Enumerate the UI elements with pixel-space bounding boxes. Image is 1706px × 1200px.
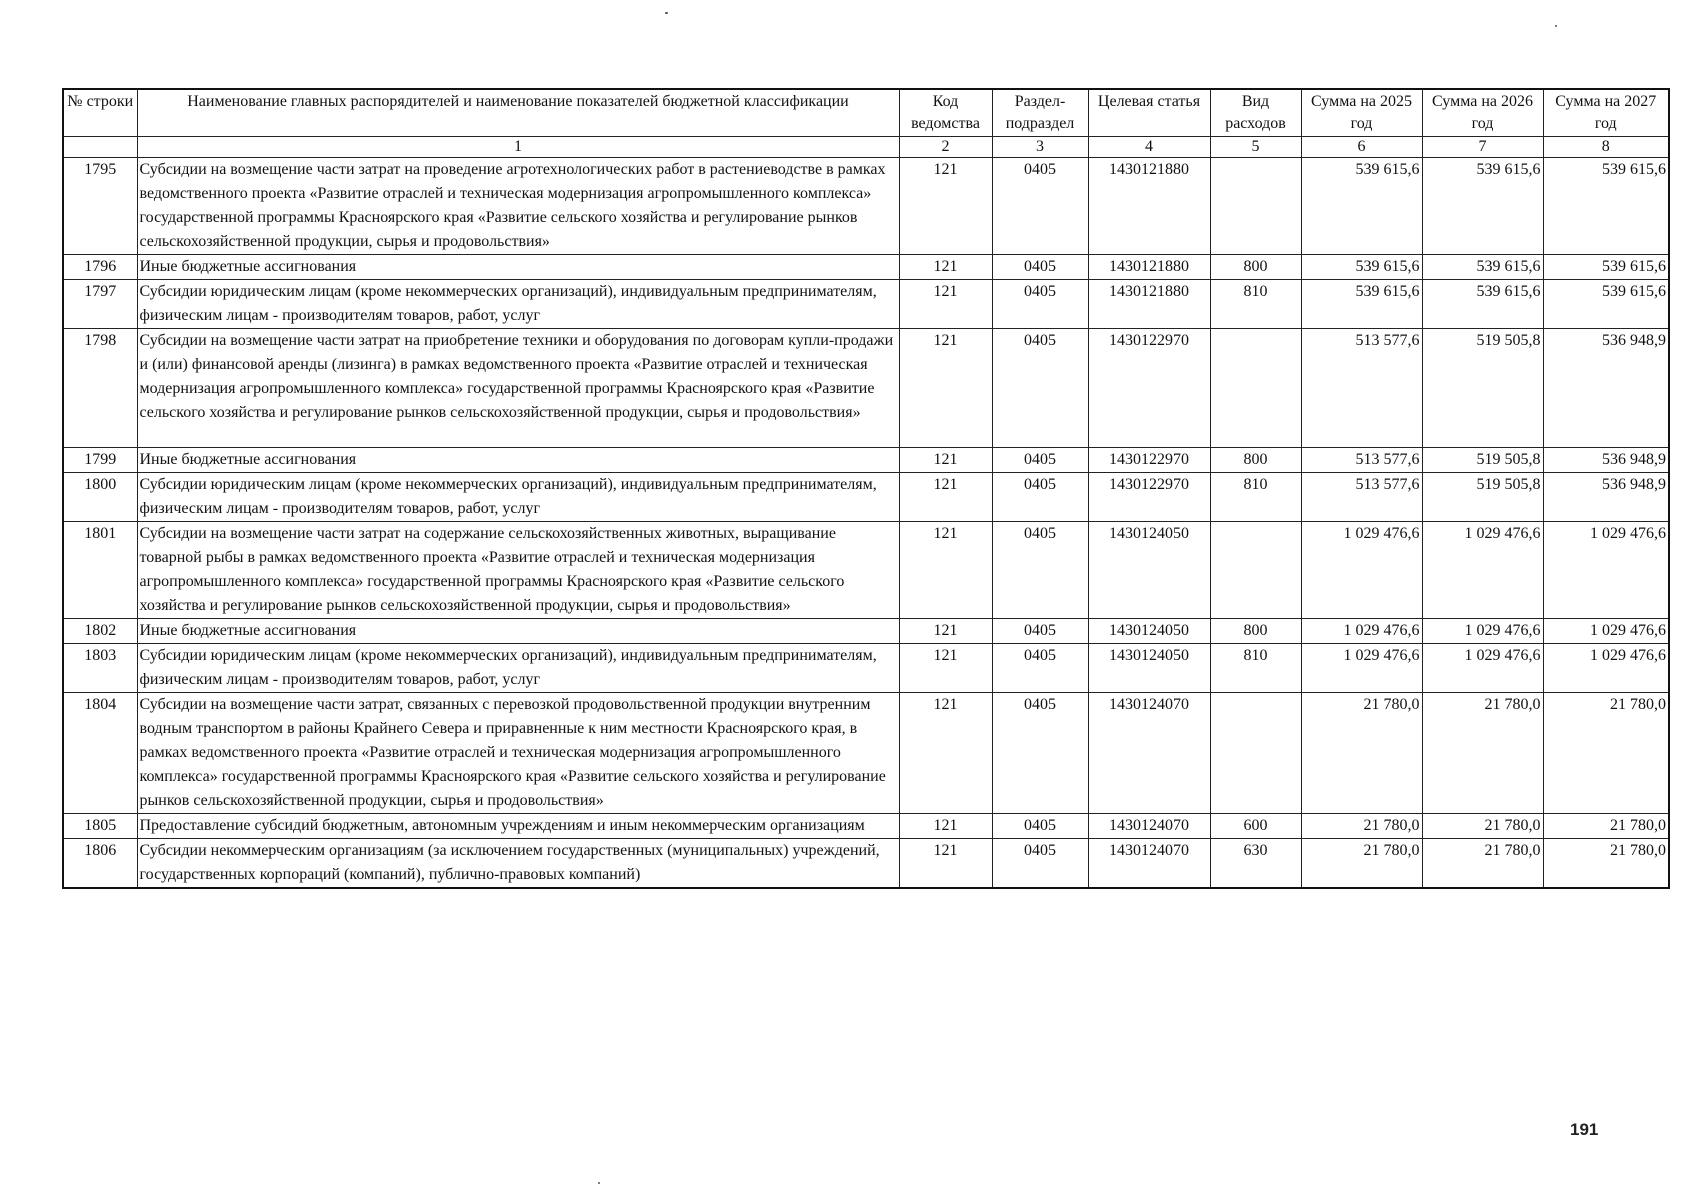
row-sum-2025: 539 615,6 bbox=[1301, 280, 1422, 329]
row-dept-code: 121 bbox=[899, 522, 992, 619]
table-row bbox=[63, 619, 1669, 644]
row-section: 0405 bbox=[992, 158, 1088, 255]
row-sum-2026: 539 615,6 bbox=[1422, 255, 1543, 280]
table-row bbox=[63, 329, 1669, 448]
row-sum-2025: 21 780,0 bbox=[1301, 814, 1422, 839]
row-sum-2027: 536 948,9 bbox=[1543, 473, 1669, 522]
page-number: 191 bbox=[1570, 1120, 1599, 1139]
row-number: 1796 bbox=[63, 255, 137, 280]
row-section: 0405 bbox=[992, 522, 1088, 619]
row-number: 1801 bbox=[63, 522, 137, 619]
column-number: 1 bbox=[137, 137, 899, 158]
row-name: Субсидии юридическим лицам (кроме некоммерческих организаций), индивидуальным предпринимателям, физическим лицам - производителям товаров, работ, услуг bbox=[137, 280, 899, 329]
row-section: 0405 bbox=[992, 693, 1088, 814]
row-sum-2025: 513 577,6 bbox=[1301, 473, 1422, 522]
row-sum-2027: 539 615,6 bbox=[1543, 255, 1669, 280]
row-sum-2026: 539 615,6 bbox=[1422, 158, 1543, 255]
row-number: 1805 bbox=[63, 814, 137, 839]
row-dept-code: 121 bbox=[899, 619, 992, 644]
row-number: 1803 bbox=[63, 644, 137, 693]
row-sum-2027: 21 780,0 bbox=[1543, 693, 1669, 814]
row-sum-2026: 1 029 476,6 bbox=[1422, 522, 1543, 619]
row-target: 1430124070 bbox=[1088, 693, 1210, 814]
row-sum-2025: 539 615,6 bbox=[1301, 255, 1422, 280]
table-row bbox=[63, 693, 1669, 814]
row-sum-2027: 1 029 476,6 bbox=[1543, 619, 1669, 644]
row-dept-code: 121 bbox=[899, 693, 992, 814]
row-sum-2025: 513 577,6 bbox=[1301, 329, 1422, 448]
row-sum-2026: 1 029 476,6 bbox=[1422, 644, 1543, 693]
row-sum-2027: 1 029 476,6 bbox=[1543, 644, 1669, 693]
row-name: Субсидии на возмещение части затрат, связанных с перевозкой продовольственной продукции внутренним водным транспортом в районы Крайнего Севера и приравненные к ним местности Красноярского края, в рамках ведомственного проекта «Развитие отраслей и техническая модернизация агропромышленного комплекса» государственной программы Красноярского края «Развитие сельского хозяйства и регулирование рынков сельскохозяйственной продукции, сырья и продовольствия» bbox=[137, 693, 899, 814]
row-sum-2025: 21 780,0 bbox=[1301, 839, 1422, 889]
scan-speck bbox=[1555, 25, 1557, 27]
row-sum-2025: 21 780,0 bbox=[1301, 693, 1422, 814]
row-dept-code: 121 bbox=[899, 255, 992, 280]
row-exp-type: 810 bbox=[1210, 473, 1301, 522]
row-exp-type: 800 bbox=[1210, 448, 1301, 473]
header-sum-2027: Сумма на 2027 год bbox=[1543, 89, 1669, 137]
row-sum-2025: 539 615,6 bbox=[1301, 158, 1422, 255]
table-row bbox=[63, 473, 1669, 522]
scan-speck bbox=[665, 12, 668, 14]
row-number: 1799 bbox=[63, 448, 137, 473]
row-sum-2026: 539 615,6 bbox=[1422, 280, 1543, 329]
row-section: 0405 bbox=[992, 280, 1088, 329]
row-exp-type: 630 bbox=[1210, 839, 1301, 889]
row-sum-2025: 1 029 476,6 bbox=[1301, 522, 1422, 619]
row-exp-type: 810 bbox=[1210, 280, 1301, 329]
table-row bbox=[63, 448, 1669, 473]
row-section: 0405 bbox=[992, 814, 1088, 839]
header-dept-code: Код ведомства bbox=[899, 89, 992, 137]
row-section: 0405 bbox=[992, 473, 1088, 522]
row-number: 1804 bbox=[63, 693, 137, 814]
row-section: 0405 bbox=[992, 839, 1088, 889]
row-number: 1798 bbox=[63, 329, 137, 448]
row-target: 1430124050 bbox=[1088, 644, 1210, 693]
row-sum-2027: 1 029 476,6 bbox=[1543, 522, 1669, 619]
row-name: Субсидии на возмещение части затрат на приобретение техники и оборудования по договорам купли-продажи и (или) финансовой аренды (лизинга) в рамках ведомственного проекта «Развитие отраслей и техническая модернизация агропромышленного комплекса» государственной программы Красноярского края «Развитие сельского хозяйства и регулирование рынков сельскохозяйственной продукции, сырья и продовольствия» bbox=[137, 329, 899, 448]
row-section: 0405 bbox=[992, 255, 1088, 280]
row-number: 1795 bbox=[63, 158, 137, 255]
row-target: 1430121880 bbox=[1088, 158, 1210, 255]
row-sum-2027: 536 948,9 bbox=[1543, 448, 1669, 473]
row-exp-type bbox=[1210, 522, 1301, 619]
row-name: Иные бюджетные ассигнования bbox=[137, 448, 899, 473]
row-exp-type: 800 bbox=[1210, 255, 1301, 280]
column-number: 4 bbox=[1088, 137, 1210, 158]
row-dept-code: 121 bbox=[899, 158, 992, 255]
row-name: Субсидии юридическим лицам (кроме некоммерческих организаций), индивидуальным предпринимателям, физическим лицам - производителям товаров, работ, услуг bbox=[137, 473, 899, 522]
header-section: Раздел-подраздел bbox=[992, 89, 1088, 137]
row-number: 1797 bbox=[63, 280, 137, 329]
header-name: Наименование главных распорядителей и наименование показателей бюджетной классификации bbox=[137, 89, 899, 137]
row-number: 1802 bbox=[63, 619, 137, 644]
row-dept-code: 121 bbox=[899, 280, 992, 329]
header-row-no: № строки bbox=[63, 89, 137, 137]
row-sum-2026: 519 505,8 bbox=[1422, 329, 1543, 448]
row-exp-type: 810 bbox=[1210, 644, 1301, 693]
row-dept-code: 121 bbox=[899, 814, 992, 839]
row-target: 1430124050 bbox=[1088, 619, 1210, 644]
row-section: 0405 bbox=[992, 448, 1088, 473]
row-sum-2026: 21 780,0 bbox=[1422, 814, 1543, 839]
table-row bbox=[63, 644, 1669, 693]
column-number bbox=[63, 137, 137, 158]
header-target: Целевая статья bbox=[1088, 89, 1210, 137]
column-number: 6 bbox=[1301, 137, 1422, 158]
column-number: 2 bbox=[899, 137, 992, 158]
scan-speck bbox=[598, 1182, 600, 1184]
row-dept-code: 121 bbox=[899, 644, 992, 693]
row-sum-2025: 1 029 476,6 bbox=[1301, 619, 1422, 644]
row-sum-2027: 21 780,0 bbox=[1543, 839, 1669, 889]
row-sum-2027: 536 948,9 bbox=[1543, 329, 1669, 448]
table-row bbox=[63, 255, 1669, 280]
row-name: Предоставление субсидий бюджетным, автономным учреждениям и иным некоммерческим организациям bbox=[137, 814, 899, 839]
row-dept-code: 121 bbox=[899, 839, 992, 889]
budget-table bbox=[62, 88, 1670, 889]
row-sum-2027: 539 615,6 bbox=[1543, 280, 1669, 329]
row-target: 1430122970 bbox=[1088, 448, 1210, 473]
row-name: Субсидии на возмещение части затрат на проведение агротехнологических работ в растениеводстве в рамках ведомственного проекта «Развитие отраслей и техническая модернизация агропромышленного комплекса» государственной программы Красноярского края «Развитие сельского хозяйства и регулирование рынков сельскохозяйственной продукции, сырья и продовольствия» bbox=[137, 158, 899, 255]
column-number-row bbox=[63, 137, 1669, 158]
row-sum-2026: 519 505,8 bbox=[1422, 473, 1543, 522]
table-row bbox=[63, 839, 1669, 889]
row-name: Субсидии некоммерческим организациям (за исключением государственных (муниципальных) учреждений, государственных корпораций (компаний), публично-правовых компаний) bbox=[137, 839, 899, 889]
row-number: 1800 bbox=[63, 473, 137, 522]
row-name: Субсидии на возмещение части затрат на содержание сельскохозяйственных животных, выращивание товарной рыбы в рамках ведомственного проекта «Развитие отраслей и техническая модернизация агропромышленного комплекса» государственной программы Красноярского края «Развитие сельского хозяйства и регулирование рынков сельскохозяйственной продукции, сырья и продовольствия» bbox=[137, 522, 899, 619]
table-row bbox=[63, 280, 1669, 329]
row-exp-type bbox=[1210, 158, 1301, 255]
row-exp-type bbox=[1210, 693, 1301, 814]
column-number: 3 bbox=[992, 137, 1088, 158]
row-sum-2026: 1 029 476,6 bbox=[1422, 619, 1543, 644]
column-number: 7 bbox=[1422, 137, 1543, 158]
row-exp-type: 600 bbox=[1210, 814, 1301, 839]
row-sum-2026: 21 780,0 bbox=[1422, 693, 1543, 814]
table-row bbox=[63, 814, 1669, 839]
header-sum-2025: Сумма на 2025 год bbox=[1301, 89, 1422, 137]
row-name: Субсидии юридическим лицам (кроме некоммерческих организаций), индивидуальным предпринимателям, физическим лицам - производителям товаров, работ, услуг bbox=[137, 644, 899, 693]
row-name: Иные бюджетные ассигнования bbox=[137, 619, 899, 644]
header-sum-2026: Сумма на 2026 год bbox=[1422, 89, 1543, 137]
column-number: 8 bbox=[1543, 137, 1669, 158]
column-number: 5 bbox=[1210, 137, 1301, 158]
row-number: 1806 bbox=[63, 839, 137, 889]
header-row bbox=[63, 89, 1669, 137]
row-target: 1430122970 bbox=[1088, 473, 1210, 522]
row-sum-2027: 21 780,0 bbox=[1543, 814, 1669, 839]
row-sum-2026: 519 505,8 bbox=[1422, 448, 1543, 473]
row-exp-type: 800 bbox=[1210, 619, 1301, 644]
row-target: 1430124050 bbox=[1088, 522, 1210, 619]
row-sum-2025: 1 029 476,6 bbox=[1301, 644, 1422, 693]
row-sum-2027: 539 615,6 bbox=[1543, 158, 1669, 255]
table-header bbox=[63, 89, 1669, 158]
row-dept-code: 121 bbox=[899, 448, 992, 473]
row-sum-2026: 21 780,0 bbox=[1422, 839, 1543, 889]
row-sum-2025: 513 577,6 bbox=[1301, 448, 1422, 473]
row-section: 0405 bbox=[992, 619, 1088, 644]
row-dept-code: 121 bbox=[899, 329, 992, 448]
row-exp-type bbox=[1210, 329, 1301, 448]
table-row bbox=[63, 522, 1669, 619]
row-section: 0405 bbox=[992, 329, 1088, 448]
row-section: 0405 bbox=[992, 644, 1088, 693]
row-dept-code: 121 bbox=[899, 473, 992, 522]
row-target: 1430121880 bbox=[1088, 255, 1210, 280]
row-target: 1430124070 bbox=[1088, 839, 1210, 889]
row-target: 1430122970 bbox=[1088, 329, 1210, 448]
row-name: Иные бюджетные ассигнования bbox=[137, 255, 899, 280]
row-target: 1430121880 bbox=[1088, 280, 1210, 329]
table-row bbox=[63, 158, 1669, 255]
header-exp-type: Вид расходов bbox=[1210, 89, 1301, 137]
row-target: 1430124070 bbox=[1088, 814, 1210, 839]
